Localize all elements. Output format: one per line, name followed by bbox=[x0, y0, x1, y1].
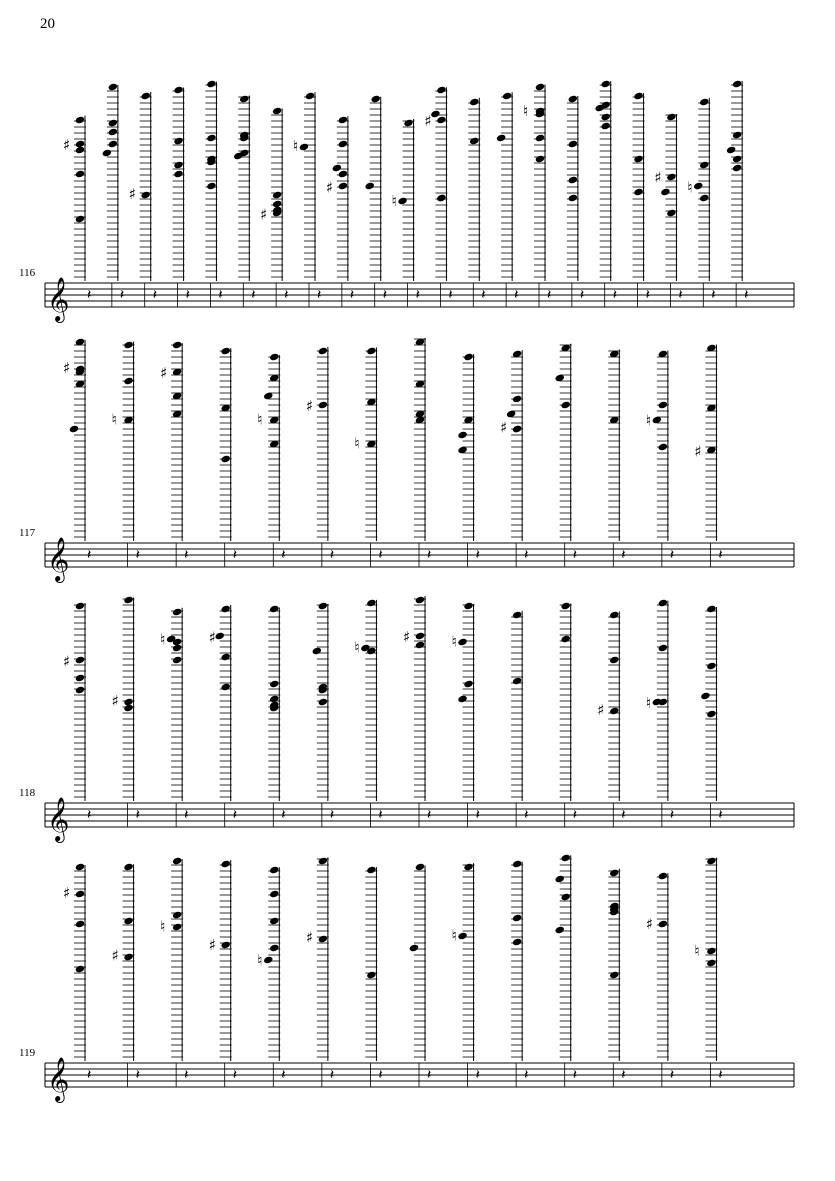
note-head bbox=[75, 890, 85, 899]
note-head bbox=[269, 605, 279, 614]
note-head bbox=[415, 863, 425, 872]
note-head bbox=[206, 134, 216, 143]
quarter-rest-icon: 𝄽 bbox=[514, 287, 519, 303]
quarter-rest-icon: 𝄽 bbox=[87, 1067, 92, 1083]
note-head bbox=[535, 134, 545, 143]
quarter-rest-icon: 𝄽 bbox=[621, 547, 626, 563]
sharp-accidental-icon: ♯ bbox=[160, 363, 168, 382]
quarter-rest-icon: 𝄽 bbox=[427, 807, 432, 823]
quarter-rest-icon: 𝄽 bbox=[184, 1067, 189, 1083]
note-head bbox=[568, 95, 578, 104]
quarter-rest-icon: 𝄽 bbox=[524, 807, 529, 823]
note-head bbox=[75, 170, 85, 179]
note-head bbox=[318, 602, 328, 611]
note-head bbox=[415, 596, 425, 605]
quarter-rest-icon: 𝄽 bbox=[135, 807, 140, 823]
note-head bbox=[601, 122, 611, 131]
sharp-accidental-icon: ♯ bbox=[424, 111, 432, 130]
page-number: 20 bbox=[40, 16, 55, 32]
note-head bbox=[601, 80, 611, 89]
note-head bbox=[403, 119, 413, 128]
note-head bbox=[535, 83, 545, 92]
quarter-rest-icon: 𝄽 bbox=[718, 807, 723, 823]
sharp-accidental-icon: ♯ bbox=[597, 701, 605, 720]
note-head bbox=[75, 116, 85, 125]
note-head bbox=[272, 191, 282, 200]
natural-accidental-icon: ♮ bbox=[257, 410, 263, 429]
note-head bbox=[221, 653, 231, 662]
quarter-rest-icon: 𝄽 bbox=[612, 287, 618, 303]
quarter-rest-icon: 𝄽 bbox=[349, 287, 355, 303]
note-head bbox=[215, 632, 225, 641]
quarter-rest-icon: 𝄽 bbox=[547, 287, 552, 303]
note-head bbox=[568, 140, 578, 149]
note-head bbox=[338, 182, 348, 191]
note-head bbox=[269, 353, 279, 362]
natural-accidental-icon: ♮ bbox=[111, 410, 117, 429]
note-head bbox=[512, 395, 522, 404]
note-head bbox=[221, 455, 231, 464]
sharp-accidental-icon: ♯ bbox=[63, 884, 71, 903]
quarter-rest-icon: 𝄽 bbox=[669, 547, 675, 563]
sharp-accidental-icon: ♯ bbox=[260, 205, 268, 224]
note-head bbox=[496, 134, 506, 143]
note-head bbox=[457, 431, 467, 440]
natural-accidental-icon: ♮ bbox=[160, 630, 166, 649]
note-head bbox=[700, 692, 710, 701]
note-head bbox=[239, 95, 249, 104]
note-head bbox=[430, 110, 440, 119]
quarter-rest-icon: 𝄽 bbox=[317, 287, 322, 303]
natural-accidental-icon: ♮ bbox=[645, 411, 652, 430]
note-head bbox=[338, 170, 348, 179]
note-head bbox=[658, 443, 668, 452]
note-head bbox=[463, 680, 473, 689]
natural-accidental-icon: ♮ bbox=[523, 101, 529, 120]
quarter-rest-icon: 𝄽 bbox=[284, 287, 289, 303]
note-head bbox=[658, 599, 668, 608]
quarter-rest-icon: 𝄽 bbox=[572, 1067, 578, 1083]
note-head bbox=[555, 926, 565, 935]
measure-number-116: 116 bbox=[19, 267, 36, 279]
sharp-accidental-icon: ♯ bbox=[63, 135, 71, 154]
note-head bbox=[102, 149, 112, 158]
note-head bbox=[338, 116, 348, 125]
sharp-accidental-icon: ♯ bbox=[111, 946, 119, 965]
note-head bbox=[706, 605, 716, 614]
measure-number-118: 118 bbox=[19, 787, 36, 799]
quarter-rest-icon: 𝄽 bbox=[475, 547, 480, 563]
note-head bbox=[172, 656, 182, 665]
quarter-rest-icon: 𝄽 bbox=[382, 287, 388, 303]
note-head bbox=[658, 872, 668, 881]
sharp-accidental-icon: ♯ bbox=[654, 168, 662, 187]
note-head bbox=[172, 608, 182, 617]
note-head bbox=[601, 113, 611, 122]
note-head bbox=[706, 662, 716, 671]
note-head bbox=[299, 143, 309, 152]
note-head bbox=[123, 377, 133, 386]
natural-accidental-icon: ♮ bbox=[391, 192, 397, 211]
note-head bbox=[660, 188, 670, 197]
note-head bbox=[706, 857, 716, 866]
quarter-rest-icon: 𝄽 bbox=[621, 1067, 626, 1083]
note-head bbox=[75, 215, 85, 224]
quarter-rest-icon: 𝄽 bbox=[135, 547, 140, 563]
quarter-rest-icon: 𝄽 bbox=[579, 287, 585, 303]
note-head bbox=[318, 857, 328, 866]
quarter-rest-icon: 𝄽 bbox=[427, 1067, 432, 1083]
quarter-rest-icon: 𝄽 bbox=[645, 287, 650, 303]
note-head bbox=[141, 191, 151, 200]
quarter-rest-icon: 𝄽 bbox=[87, 547, 92, 563]
quarter-rest-icon: 𝄽 bbox=[119, 287, 125, 303]
note-head bbox=[512, 860, 522, 869]
note-head bbox=[221, 941, 231, 950]
note-head bbox=[318, 347, 328, 356]
note-head bbox=[732, 164, 742, 173]
note-head bbox=[173, 86, 183, 95]
treble-clef-icon: 𝄞 bbox=[47, 537, 70, 581]
natural-accidental-icon: ♮ bbox=[293, 137, 299, 156]
measure-number-119: 119 bbox=[19, 1047, 36, 1059]
note-head bbox=[706, 710, 716, 719]
note-head bbox=[561, 635, 571, 644]
note-head bbox=[371, 95, 381, 104]
quarter-rest-icon: 𝄽 bbox=[427, 547, 432, 563]
quarter-rest-icon: 𝄽 bbox=[378, 547, 383, 563]
note-head bbox=[666, 173, 676, 182]
note-head bbox=[512, 914, 522, 923]
treble-clef-icon: 𝄞 bbox=[47, 1057, 70, 1101]
note-head bbox=[732, 131, 742, 140]
quarter-rest-icon: 𝄽 bbox=[185, 287, 190, 303]
note-head bbox=[706, 947, 716, 956]
sharp-accidental-icon: ♯ bbox=[208, 628, 216, 647]
note-head bbox=[269, 890, 279, 899]
note-head bbox=[173, 161, 183, 170]
note-head bbox=[312, 647, 322, 656]
note-head bbox=[221, 683, 231, 692]
treble-clef-icon: 𝄞 bbox=[47, 277, 70, 321]
note-head bbox=[123, 341, 133, 350]
quarter-rest-icon: 𝄽 bbox=[669, 1067, 675, 1083]
quarter-rest-icon: 𝄽 bbox=[415, 287, 420, 303]
note-head bbox=[172, 857, 182, 866]
quarter-rest-icon: 𝄽 bbox=[524, 547, 529, 563]
note-head bbox=[75, 686, 85, 695]
sharp-accidental-icon: ♯ bbox=[694, 442, 702, 461]
note-head bbox=[75, 602, 85, 611]
quarter-rest-icon: 𝄽 bbox=[232, 1067, 238, 1083]
quarter-rest-icon: 𝄽 bbox=[329, 547, 335, 563]
natural-accidental-icon: ♮ bbox=[645, 693, 652, 712]
note-head bbox=[699, 98, 709, 107]
quarter-rest-icon: 𝄽 bbox=[481, 287, 486, 303]
note-head bbox=[512, 938, 522, 947]
note-head bbox=[172, 911, 182, 920]
note-head bbox=[172, 923, 182, 932]
quarter-rest-icon: 𝄽 bbox=[152, 287, 158, 303]
note-head bbox=[658, 401, 668, 410]
note-head bbox=[732, 155, 742, 164]
note-head bbox=[561, 602, 571, 611]
quarter-rest-icon: 𝄽 bbox=[135, 1067, 140, 1083]
note-head bbox=[272, 107, 282, 116]
note-head bbox=[366, 866, 376, 875]
note-head bbox=[108, 140, 118, 149]
natural-accidental-icon: ♮ bbox=[354, 638, 360, 657]
quarter-rest-icon: 𝄽 bbox=[87, 287, 92, 303]
note-head bbox=[173, 137, 183, 146]
quarter-rest-icon: 𝄽 bbox=[329, 807, 335, 823]
quarter-rest-icon: 𝄽 bbox=[711, 287, 716, 303]
note-head bbox=[436, 116, 446, 125]
note-head bbox=[221, 860, 231, 869]
note-head bbox=[726, 146, 736, 155]
quarter-rest-icon: 𝄽 bbox=[218, 287, 223, 303]
note-head bbox=[666, 113, 676, 122]
quarter-rest-icon: 𝄽 bbox=[184, 547, 189, 563]
quarter-rest-icon: 𝄽 bbox=[232, 807, 238, 823]
sharp-accidental-icon: ♯ bbox=[63, 652, 71, 671]
natural-accidental-icon: ♮ bbox=[160, 917, 166, 936]
note-head bbox=[561, 854, 571, 863]
note-head bbox=[123, 704, 133, 713]
note-head bbox=[123, 917, 133, 926]
note-head bbox=[221, 605, 231, 614]
note-head bbox=[172, 644, 182, 653]
note-head bbox=[366, 971, 376, 980]
note-head bbox=[732, 80, 742, 89]
note-head bbox=[75, 965, 85, 974]
note-head bbox=[658, 920, 668, 929]
note-head bbox=[108, 119, 118, 128]
sharp-accidental-icon: ♯ bbox=[305, 397, 314, 416]
note-head bbox=[123, 596, 133, 605]
note-head bbox=[609, 971, 619, 980]
note-head bbox=[658, 698, 668, 707]
note-head bbox=[263, 956, 273, 965]
note-head bbox=[502, 92, 512, 101]
measure-number-117: 117 bbox=[19, 527, 36, 539]
note-head bbox=[609, 611, 619, 620]
quarter-rest-icon: 𝄽 bbox=[378, 1067, 383, 1083]
note-head bbox=[366, 347, 376, 356]
note-head bbox=[693, 182, 703, 191]
note-head bbox=[609, 869, 619, 878]
natural-accidental-icon: ♮ bbox=[354, 434, 360, 453]
note-head bbox=[397, 197, 407, 206]
note-head bbox=[206, 182, 216, 191]
note-head bbox=[221, 347, 231, 356]
note-head bbox=[123, 953, 133, 962]
note-head bbox=[463, 863, 473, 872]
quarter-rest-icon: 𝄽 bbox=[475, 1067, 480, 1083]
note-head bbox=[706, 959, 716, 968]
note-head bbox=[415, 641, 425, 650]
note-head bbox=[75, 656, 85, 665]
note-head bbox=[658, 644, 668, 653]
note-head bbox=[609, 656, 619, 665]
sharp-accidental-icon: ♯ bbox=[208, 935, 216, 954]
note-head bbox=[457, 932, 467, 941]
note-head bbox=[123, 863, 133, 872]
note-head bbox=[436, 86, 446, 95]
note-head bbox=[666, 209, 676, 218]
sharp-accidental-icon: ♯ bbox=[403, 628, 411, 647]
note-head bbox=[75, 863, 85, 872]
note-head bbox=[173, 170, 183, 179]
note-head bbox=[172, 341, 182, 350]
sharp-accidental-icon: ♯ bbox=[325, 178, 334, 197]
note-head bbox=[366, 599, 376, 608]
note-head bbox=[469, 98, 479, 107]
note-head bbox=[75, 674, 85, 683]
note-head bbox=[535, 155, 545, 164]
note-head bbox=[561, 401, 571, 410]
note-head bbox=[332, 164, 342, 173]
note-head bbox=[633, 92, 643, 101]
note-head bbox=[512, 425, 522, 434]
note-head bbox=[409, 944, 419, 953]
note-head bbox=[568, 194, 578, 203]
note-head bbox=[457, 638, 467, 647]
quarter-rest-icon: 𝄽 bbox=[744, 287, 749, 303]
note-head bbox=[436, 194, 446, 203]
note-head bbox=[512, 611, 522, 620]
natural-accidental-icon: ♮ bbox=[451, 926, 457, 945]
quarter-rest-icon: 𝄽 bbox=[448, 287, 453, 303]
note-head bbox=[512, 677, 522, 686]
note-head bbox=[568, 176, 578, 185]
note-head bbox=[108, 83, 118, 92]
note-head bbox=[699, 194, 709, 203]
quarter-rest-icon: 𝄽 bbox=[251, 287, 256, 303]
note-head bbox=[108, 128, 118, 137]
quarter-rest-icon: 𝄽 bbox=[572, 807, 578, 823]
quarter-rest-icon: 𝄽 bbox=[378, 807, 383, 823]
quarter-rest-icon: 𝄽 bbox=[184, 807, 189, 823]
quarter-rest-icon: 𝄽 bbox=[524, 1067, 529, 1083]
quarter-rest-icon: 𝄽 bbox=[621, 807, 626, 823]
note-head bbox=[561, 893, 571, 902]
quarter-rest-icon: 𝄽 bbox=[669, 807, 675, 823]
note-head bbox=[269, 680, 279, 689]
note-head bbox=[463, 602, 473, 611]
sharp-accidental-icon: ♯ bbox=[500, 418, 508, 437]
note-head bbox=[206, 80, 216, 89]
quarter-rest-icon: 𝄽 bbox=[87, 807, 92, 823]
quarter-rest-icon: 𝄽 bbox=[475, 807, 480, 823]
note-head bbox=[69, 425, 79, 434]
note-head bbox=[457, 695, 467, 704]
note-head bbox=[305, 92, 315, 101]
note-head bbox=[463, 353, 473, 362]
quarter-rest-icon: 𝄽 bbox=[678, 287, 683, 303]
note-head bbox=[415, 632, 425, 641]
note-head bbox=[555, 875, 565, 884]
note-head bbox=[609, 707, 619, 716]
quarter-rest-icon: 𝄽 bbox=[281, 807, 286, 823]
sharp-accidental-icon: ♯ bbox=[305, 928, 314, 947]
note-head bbox=[318, 401, 328, 410]
sharp-accidental-icon: ♯ bbox=[645, 914, 654, 933]
note-head bbox=[633, 188, 643, 197]
note-head bbox=[318, 935, 328, 944]
quarter-rest-icon: 𝄽 bbox=[329, 1067, 335, 1083]
quarter-rest-icon: 𝄽 bbox=[572, 547, 578, 563]
note-head bbox=[469, 137, 479, 146]
note-head bbox=[318, 698, 328, 707]
natural-accidental-icon: ♮ bbox=[451, 632, 457, 651]
note-head bbox=[338, 140, 348, 149]
quarter-rest-icon: 𝄽 bbox=[718, 547, 723, 563]
sharp-accidental-icon: ♯ bbox=[128, 184, 136, 203]
quarter-rest-icon: 𝄽 bbox=[281, 547, 286, 563]
note-head bbox=[269, 944, 279, 953]
treble-clef-icon: 𝄞 bbox=[47, 797, 70, 841]
natural-accidental-icon: ♮ bbox=[257, 951, 263, 970]
natural-accidental-icon: ♮ bbox=[687, 178, 693, 197]
note-head bbox=[75, 920, 85, 929]
note-head bbox=[269, 917, 279, 926]
quarter-rest-icon: 𝄽 bbox=[232, 547, 238, 563]
note-head bbox=[633, 155, 643, 164]
sharp-accidental-icon: ♯ bbox=[111, 691, 119, 710]
note-head bbox=[365, 182, 375, 191]
note-head bbox=[141, 92, 151, 101]
quarter-rest-icon: 𝄽 bbox=[281, 1067, 286, 1083]
note-head bbox=[272, 200, 282, 209]
sharp-accidental-icon: ♯ bbox=[63, 359, 71, 378]
natural-accidental-icon: ♮ bbox=[694, 941, 700, 960]
quarter-rest-icon: 𝄽 bbox=[718, 1067, 723, 1083]
note-head bbox=[269, 866, 279, 875]
note-head bbox=[699, 161, 709, 170]
note-head bbox=[75, 146, 85, 155]
